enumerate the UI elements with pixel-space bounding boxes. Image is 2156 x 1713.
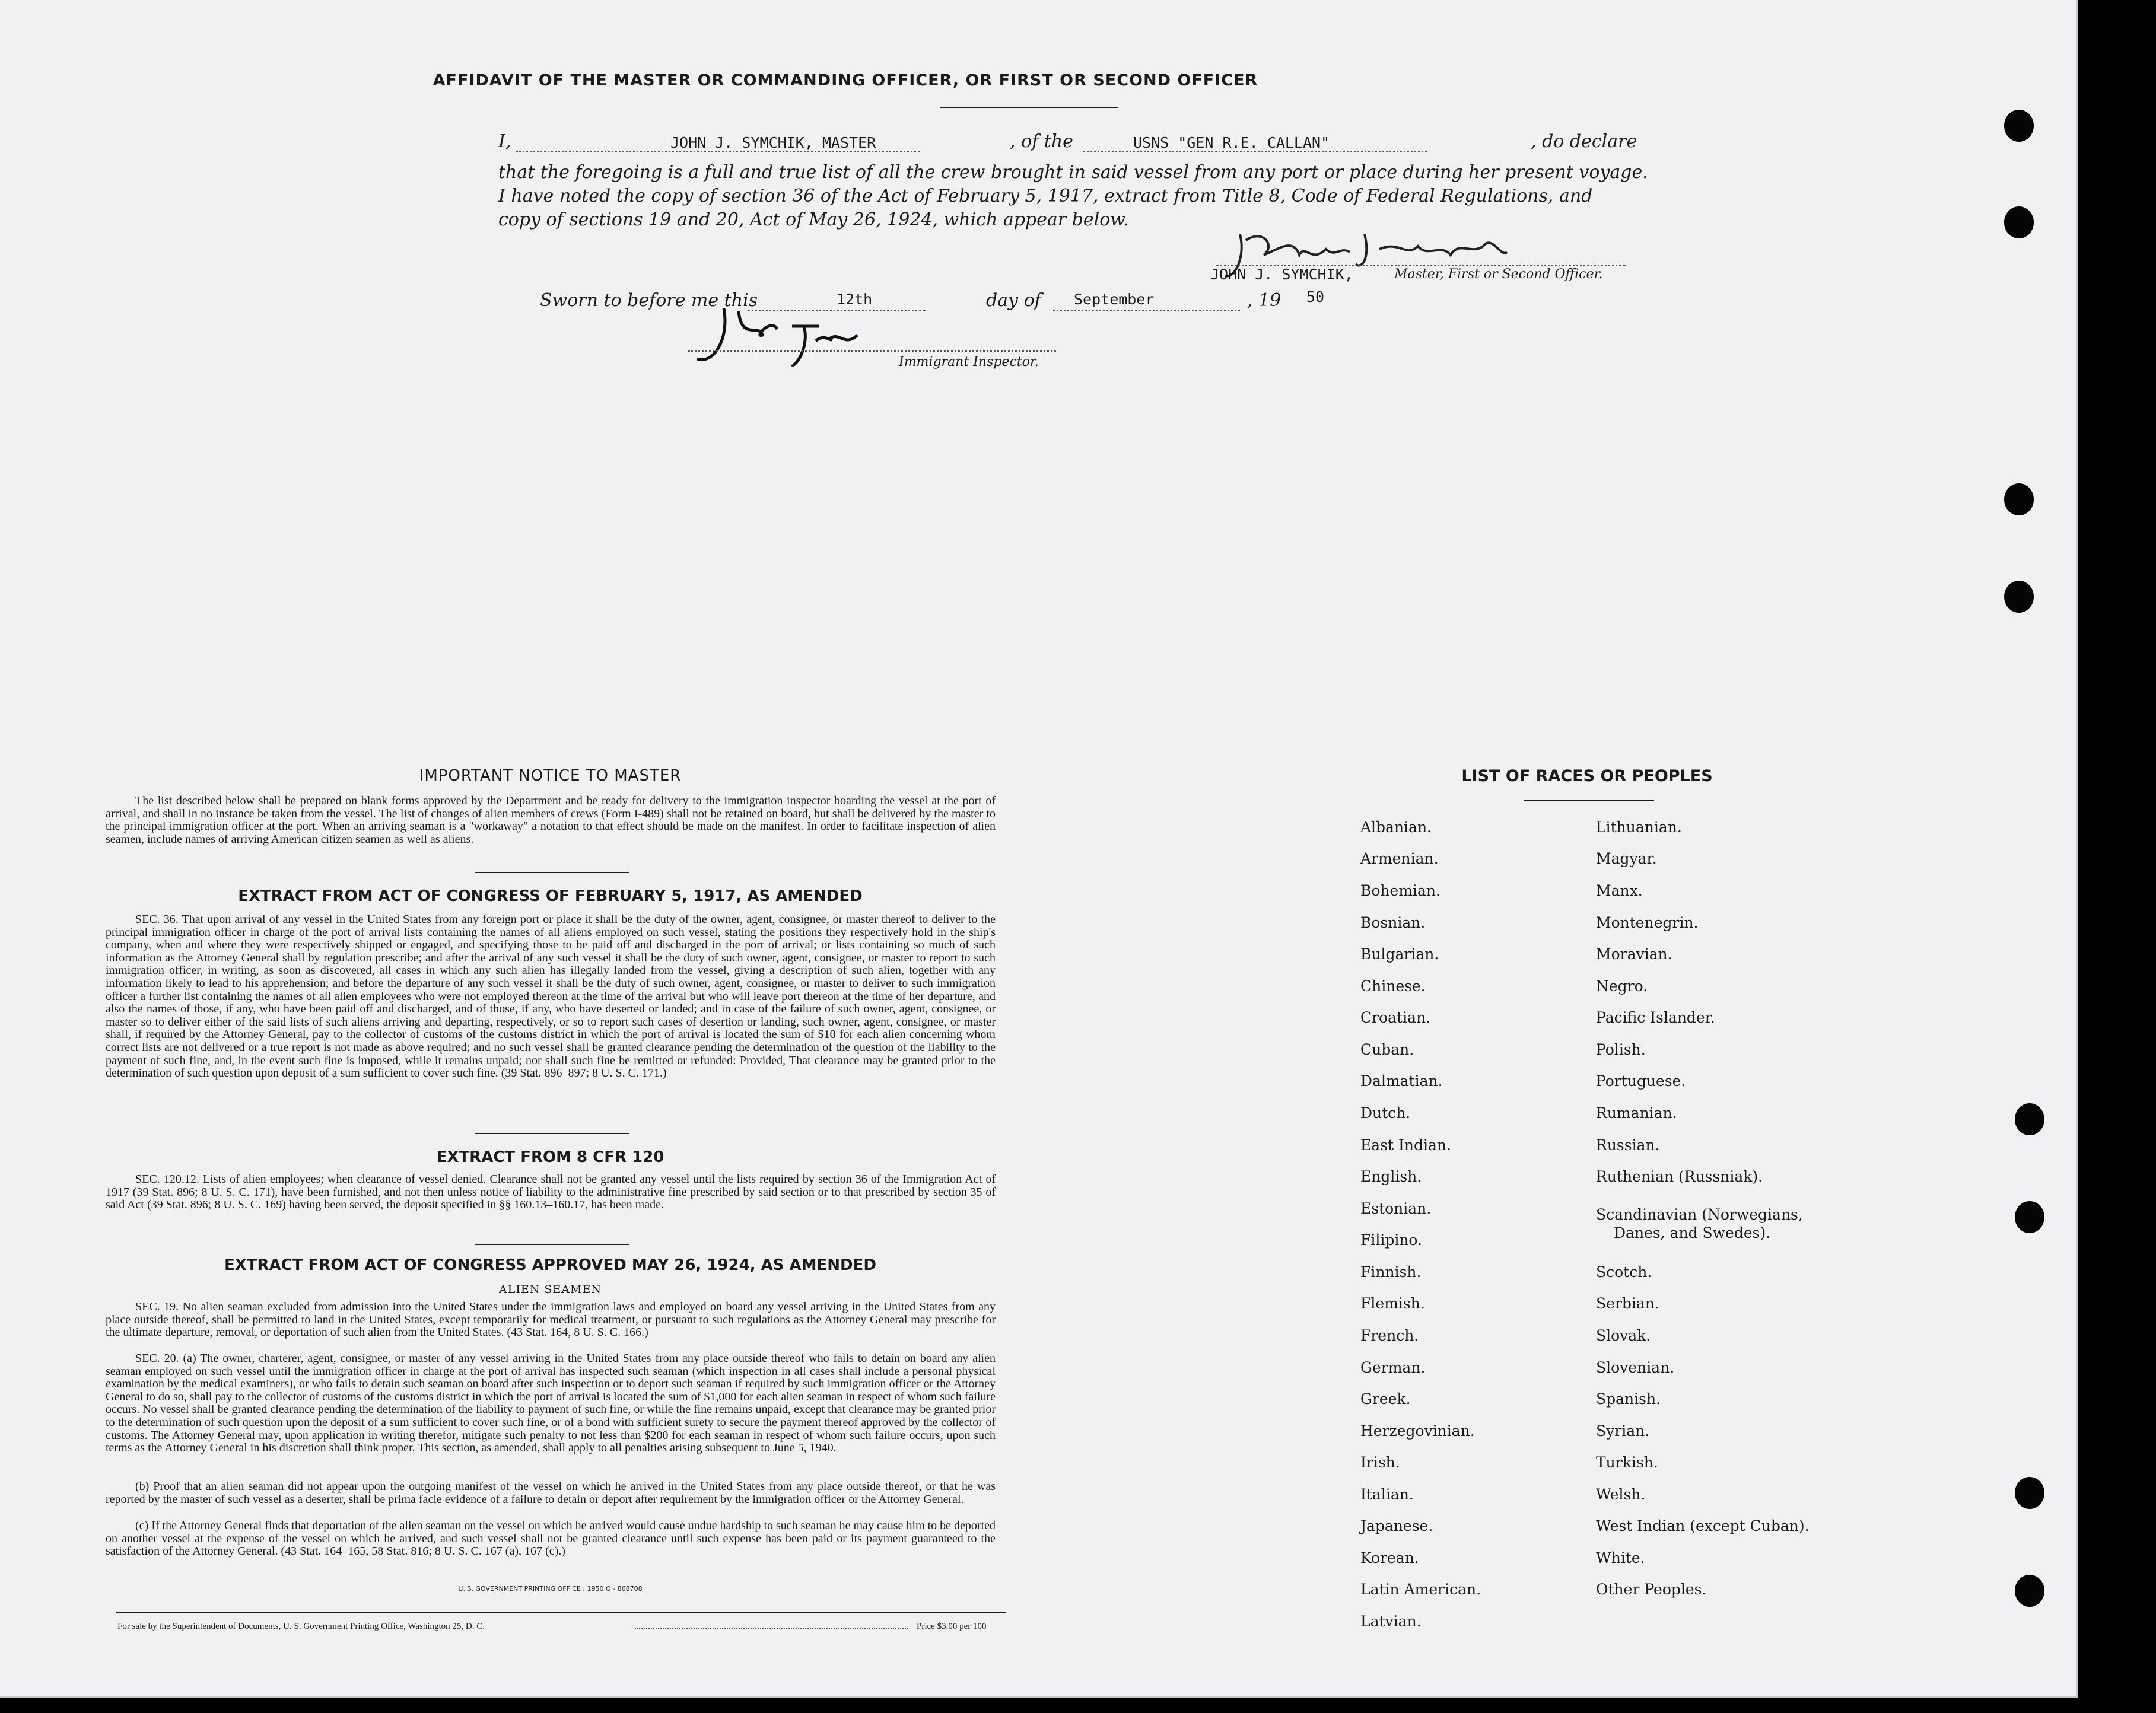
race-item: Latin American. — [1360, 1581, 1481, 1598]
race-item: Manx. — [1596, 882, 1643, 899]
race-item: Bohemian. — [1360, 882, 1440, 899]
punch-hole — [2004, 110, 2034, 142]
race-item: Flemish. — [1360, 1295, 1425, 1312]
divider — [475, 1244, 629, 1245]
race-item: East Indian. — [1360, 1136, 1451, 1154]
typed-signer: JOHN J. SYMCHIK, — [1210, 266, 1353, 283]
race-item: Portuguese. — [1596, 1072, 1686, 1090]
footer-rule — [116, 1612, 1006, 1613]
day-of-label: day of — [986, 290, 1041, 311]
declaration-line-2: that the foregoing is a full and true list of all the crew brought in said vessel from any port or place during her present voyage. — [498, 162, 1648, 183]
do-declare-label: , do declare — [1531, 131, 1637, 152]
punch-hole — [2015, 1201, 2044, 1233]
race-item: Dutch. — [1360, 1104, 1411, 1122]
race-item: Latvian. — [1360, 1613, 1422, 1630]
sec-20b-body: (b) Proof that an alien seaman did not appear upon the outgoing manifest of the vessel on which he arrived in the United States from any place outside thereof, or that he was reported by the master of such vessel as a deserter, shall be prima facie evidence of a failure to detain or deport after requirement by the immigration officer or the Attorney General. — [106, 1480, 996, 1506]
race-item: Slovak. — [1596, 1327, 1651, 1344]
affidavit-title: AFFIDAVIT OF THE MASTER OR COMMANDING OFFICER, OR FIRST OR SECOND OFFICER — [433, 71, 1258, 90]
race-item: Danes, and Swedes). — [1614, 1224, 1771, 1241]
races-title: LIST OF RACES OR PEOPLES — [1461, 767, 1713, 785]
race-item: Albanian. — [1360, 819, 1432, 836]
race-item: Other Peoples. — [1596, 1581, 1707, 1598]
race-item: Estonian. — [1360, 1200, 1432, 1217]
race-item: Welsh. — [1596, 1486, 1646, 1503]
inspector-label: Immigrant Inspector. — [899, 355, 1039, 370]
punch-hole — [2015, 1477, 2044, 1509]
race-item: West Indian (except Cuban). — [1596, 1517, 1810, 1534]
race-item: Slovenian. — [1596, 1359, 1675, 1376]
race-item: French. — [1360, 1327, 1419, 1344]
year-prefix-label: , 19 — [1247, 290, 1281, 311]
title-underline — [940, 107, 1118, 108]
punch-hole — [2015, 1575, 2044, 1607]
race-item: Montenegrin. — [1596, 914, 1699, 931]
punch-hole — [2004, 483, 2034, 515]
race-item: Lithuanian. — [1596, 819, 1682, 836]
race-item: Russian. — [1596, 1136, 1660, 1154]
punch-hole — [2004, 581, 2034, 613]
declaration-line-4: copy of sections 19 and 20, Act of May 26, 1924, which appear below. — [498, 209, 1129, 230]
race-item: Japanese. — [1360, 1517, 1433, 1534]
price-note: Price $3.00 per 100 — [917, 1622, 987, 1631]
race-item: Syrian. — [1596, 1422, 1650, 1440]
notice-body: The list described below shall be prepared on blank forms approved by the Department and be ready for delivery to the immigration inspector boarding the vessel at the port of arrival, and shall in no instance be taken from the vessel. The list of changes of alien members of crews (Form I-489) shall not be retained on board, but shall be delivered by the master to the principal immigration officer at the port. When an arriving seaman is a "workaway" a notation to that effect should be made on the manifest. In order to facilitate inspection of alien seamen, include names of arriving American citizen seamen as well as aliens. — [106, 794, 996, 846]
race-item: White. — [1596, 1549, 1645, 1566]
race-item: Italian. — [1360, 1486, 1414, 1503]
race-item: Herzegovinian. — [1360, 1422, 1475, 1440]
year-value[interactable]: 50 — [1306, 288, 1325, 305]
race-item: Croatian. — [1360, 1009, 1431, 1026]
divider — [475, 1133, 629, 1134]
race-item: Finnish. — [1360, 1263, 1422, 1281]
extract-1924-title: EXTRACT FROM ACT OF CONGRESS APPROVED MAY 26, 1924, AS AMENDED — [224, 1256, 876, 1274]
punch-hole — [2015, 1103, 2044, 1135]
alien-seamen-subtitle: ALIEN SEAMEN — [499, 1283, 602, 1296]
gpo-imprint: U. S. GOVERNMENT PRINTING OFFICE : 1950 O - 868708 — [458, 1585, 643, 1593]
race-item: Chinese. — [1360, 978, 1426, 995]
punch-hole — [2004, 206, 2034, 238]
race-item: English. — [1360, 1168, 1422, 1185]
footer-leader — [635, 1628, 908, 1629]
day-value[interactable]: 12th — [837, 291, 873, 308]
race-item: Pacific Islander. — [1596, 1009, 1715, 1026]
vessel-name-value[interactable]: USNS "GEN R.E. CALLAN" — [1133, 134, 1330, 151]
for-sale-note: For sale by the Superintendent of Documents, U. S. Government Printing Office, Washington 25, D. C. — [117, 1622, 485, 1631]
sec-20c-body: (c) If the Attorney General finds that deportation of the alien seaman on the vessel on which he arrived would cause undue hardship to such seaman he may cause him to be deported on another vessel at the expense of the vessel on which he arrived, and such vessel shall not be granted clearance until such expense has been paid or its payment guaranteed to the satisfaction of the Attorney General. (43 Stat. 164–165, 58 Stat. 816; 8 U. S. C. 167 (a), 167 (c).) — [106, 1519, 996, 1558]
race-item: Bosnian. — [1360, 914, 1426, 931]
race-item: Cuban. — [1360, 1041, 1414, 1058]
sec-19-body: SEC. 19. No alien seaman excluded from admission into the United States under the immigration laws and employed on board any vessel arriving in the United States from any place outside thereof, shall be permitted to land in the United States, except temporarily for medical treatment, or pursuant to such regulations as the Attorney General may prescribe for the ultimate departure, removal, or deportation of such alien from the United States. (43 Stat. 164, 8 U. S. C. 166.) — [106, 1300, 996, 1339]
master-name-value[interactable]: JOHN J. SYMCHIK, MASTER — [670, 134, 876, 151]
month-value[interactable]: September — [1074, 291, 1155, 308]
extract-8cfr-title: EXTRACT FROM 8 CFR 120 — [436, 1148, 664, 1166]
extract-1917-body: SEC. 36. That upon arrival of any vessel in the United States from any foreign port or place it shall be the duty of the owner, agent, consignee, or master thereof to deliver to the principal immigration officer in charge of the port of arrival lists containing the names of all aliens employed on such vessel, stating the positions they respectively hold in the ship's company, when and where they were respectively shipped or engaged, and specifying those to be paid off and discharged in the port of arrival; or lists containing so much of such information as the Attorney General shall by regulation prescribe; and after the arrival of any such vessel it shall be the duty of such owner, agent, consignee, or master to report to such immigration officer, in writing, as soon as discovered, all cases in which any such alien has illegally landed from the vessel, giving a description of such alien, together with any information likely to lead to his apprehension; and before the departure of any such vessel it shall be the duty of such owner, agent, consignee, or master to deliver to such immigration officer a further list containing the names of all alien employees who were not employed thereon at the time of the arrival but who will leave port thereon at the time of her departure, and also the names of those, if any, who have been paid off and discharged, and of those, if any, who have deserted or landed; and in case of the failure of such owner, agent, consignee, or master so to deliver either of the said lists of such aliens arriving and departing, respectively, or so to report such cases of desertion or landing, such owner, agent, consignee, or master shall, if required by the Attorney General, pay to the collector of customs of the customs district in which the port of arrival is located the sum of $10 for each alien concerning whom correct lists are not delivered or a true report is not made as above required; and no such vessel shall be granted clearance pending the determination of the question of the liability to the payment of such fine, and, in the event such fine is imposed, while it remains unpaid; nor shall such fine be remitted or refunded: Provided, That clearance may be granted prior to the determination of such question upon deposit of a sum sufficient to cover such fine. (39 Stat. 896–897; 8 U. S. C. 171.) — [106, 913, 996, 1080]
race-item: Rumanian. — [1596, 1104, 1677, 1122]
race-item: Scandinavian (Norwegians, — [1596, 1206, 1803, 1223]
race-item: Korean. — [1360, 1549, 1419, 1566]
race-item: Turkish. — [1596, 1454, 1658, 1471]
race-item: Filipino. — [1360, 1231, 1422, 1249]
of-the-label: , of the — [1010, 131, 1073, 152]
i-label: I, — [498, 131, 511, 152]
inspector-signature — [688, 300, 866, 374]
race-item: Magyar. — [1596, 850, 1657, 867]
divider — [475, 872, 629, 873]
race-item: Scotch. — [1596, 1263, 1652, 1281]
sec-20a-body: SEC. 20. (a) The owner, charterer, agent, consignee, or master of any vessel arriving in the United States from any place outside thereof who fails to detain on board any alien seaman employed on such vessel until the immigration officer in charge at the port of arrival has inspected such seaman (which inspection in all cases shall include a personal physical examination by the medical examiners), or who fails to detain such seaman on board after such inspection or to deport such seaman if required by such immigration officer or the Attorney General to do so, shall pay to the collector of customs of the customs district in which the port of arrival is located the sum of $1,000 for each alien seaman in respect of whom such failure occurs. No vessel shall be granted clearance pending the determination of the liability to payment of such fine, or while the fine remains unpaid, except that clearance may be granted prior to the determination of such question upon the deposit of a sum sufficient to cover such fine, or of a bond with sufficient surety to secure the payment thereof approved by the collector of customs. The Attorney General may, upon application in writing therefor, mitigate such penalty to not less than $200 for each seaman in respect of whom such failure occurs, upon such terms as the Attorney General in his discretion shall think proper. This section, as amended, shall apply to all penalties arising subsequent to June 5, 1940. — [106, 1352, 996, 1455]
race-item: Armenian. — [1360, 850, 1439, 867]
race-item: Spanish. — [1596, 1390, 1661, 1408]
signer-role-label: Master, First or Second Officer. — [1394, 267, 1603, 282]
race-item: Moravian. — [1596, 945, 1672, 963]
declaration-line-3: I have noted the copy of section 36 of the Act of February 5, 1917, extract from Title 8, Code of Federal Regulations, and — [498, 186, 1593, 206]
sworn-label: Sworn to before me this — [540, 290, 758, 311]
race-item: Bulgarian. — [1360, 945, 1439, 963]
race-item: Negro. — [1596, 978, 1648, 995]
race-item: Irish. — [1360, 1454, 1400, 1471]
race-item: German. — [1360, 1359, 1426, 1376]
race-item: Serbian. — [1596, 1295, 1659, 1312]
race-item: Ruthenian (Russniak). — [1596, 1168, 1763, 1185]
race-item: Greek. — [1360, 1390, 1411, 1408]
notice-title: IMPORTANT NOTICE TO MASTER — [419, 767, 682, 785]
races-title-underline — [1524, 800, 1654, 801]
inspector-signature-line — [688, 350, 1056, 352]
race-item: Polish. — [1596, 1041, 1646, 1058]
race-item: Dalmatian. — [1360, 1072, 1443, 1090]
extract-8cfr-body: SEC. 120.12. Lists of alien employees; when clearance of vessel denied. Clearance shall not be granted any vessel until the lists required by section 36 of the Immigration Act of 1917 (39 Stat. 896; 8 U. S. C. 171), have been furnished, and not then unless notice of liability to the administrative fine prescribed by said section or to that prescribed by section 35 of said Act (39 Stat. 896; 8 U. S. C. 169) having been served, the deposit specified in §§ 160.13–160.17, has been made. — [106, 1173, 996, 1212]
extract-1917-title: EXTRACT FROM ACT OF CONGRESS OF FEBRUARY 5, 1917, AS AMENDED — [238, 887, 863, 905]
